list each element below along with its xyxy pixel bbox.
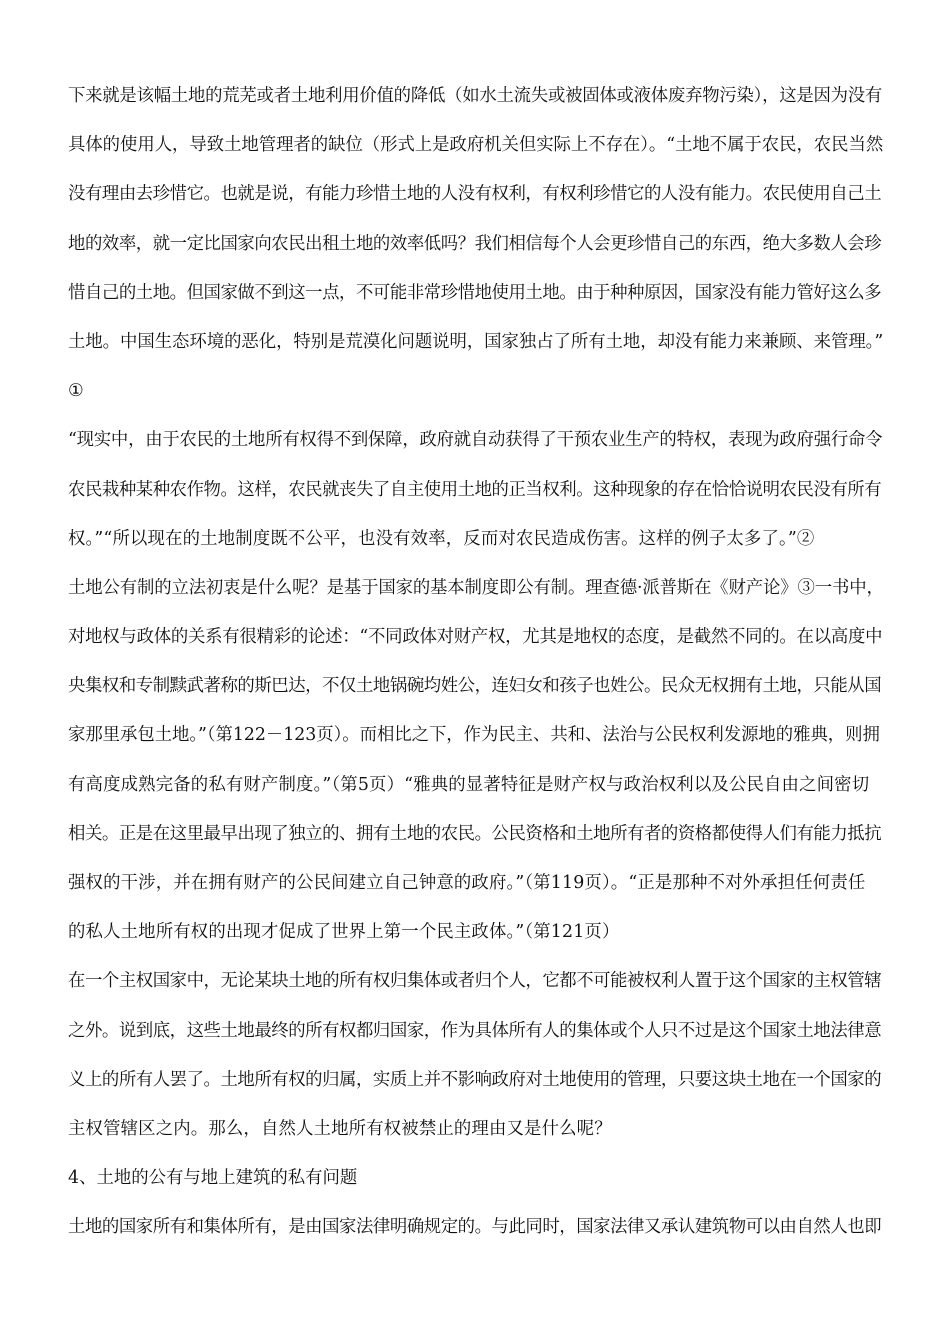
document-page	[68, 72, 884, 1253]
text-line: 相关。正是在这里最早出现了独立的、拥有土地的农民。公民资格和土地所有者的资格都使得人们有能力抵抗	[68, 823, 882, 844]
text-line: 有高度成熟完备的私有财产制度。”（第5页）“雅典的显著特征是财产权与政治权利以及公民自由之间密切	[68, 774, 870, 795]
text-line: 对地权与政体的关系有很精彩的论述：“不同政体对财产权，尤其是地权的态度，是截然不同的。在以高度中	[68, 627, 883, 648]
text-line: 家那里承包土地。”（第122－123页）。而相比之下，作为民主、共和、法治与公民权利发源地的雅典，则拥	[68, 725, 880, 746]
text-line: 土地公有制的立法初衷是什么呢？是基于国家的基本制度即公有制。理查德·派普斯在《财产论》③一书中，	[68, 577, 884, 598]
text-line: 土地的国家所有和集体所有，是由国家法律明确规定的。与此同时，国家法律又承认建筑物可以由自然人也即	[68, 1217, 882, 1238]
text-line: 土地。中国生态环境的恶化，特别是荒漠化问题说明，国家独占了所有土地，却没有能力来兼顾、来管理。”	[68, 331, 884, 352]
text-line: 具体的使用人，导致土地管理者的缺位（形式上是政府机关但实际上不存在）。“土地不属于农民，农民当然	[68, 135, 884, 156]
section-heading: 4、土地的公有与地上建筑的私有问题	[68, 1168, 358, 1189]
text-line: 权。”“所以现在的土地制度既不公平，也没有效率，反而对农民造成伤害。这样的例子太多了。”②	[68, 528, 815, 549]
text-line: 义上的所有人罢了。土地所有权的归属，实质上并不影响政府对土地使用的管理，只要这块土地在一个国家的	[68, 1069, 882, 1090]
text-line: 的私人土地所有权的出现才促成了世界上第一个民主政体。”（第121页）	[68, 922, 620, 943]
text-line: 农民栽种某种农作物。这样，农民就丧失了自主使用土地的正当权利。这种现象的存在恰恰说明农民没有所有	[68, 479, 882, 500]
footnote-marker: ①	[68, 381, 84, 402]
text-line: 惜自己的土地。但国家做不到这一点，不可能非常珍惜地使用土地。由于种种原因，国家没有能力管好这么多	[68, 282, 882, 303]
text-line: “现实中，由于农民的土地所有权得不到保障，政府就自动获得了干预农业生产的特权，表现为政府强行命令	[68, 430, 883, 451]
text-line: 之外。说到底，这些土地最终的所有权都归国家，作为具体所有人的集体或个人只不过是这个国家土地法律意	[68, 1020, 882, 1041]
text-line: 下来就是该幅土地的荒芜或者土地利用价值的降低（如水土流失或被固体或液体废弃物污染），这是因为没有	[68, 86, 883, 106]
text-line: 央集权和专制黩武著称的斯巴达，不仅土地锅碗均姓公，连妇女和孩子也姓公。民众无权拥有土地，只能从国	[68, 676, 882, 697]
text-line: 主权管辖区之内。那么，自然人土地所有权被禁止的理由又是什么呢？	[68, 1118, 612, 1139]
text-line: 地的效率，就一定比国家向农民出租土地的效率低吗？我们相信每个人会更珍惜自己的东西，绝大多数人会珍	[68, 233, 882, 254]
text-line: 在一个主权国家中，无论某块土地的所有权归集体或者归个人，它都不可能被权利人置于这个国家的主权管辖	[68, 971, 882, 992]
text-line: 没有理由去珍惜它。也就是说，有能力珍惜土地的人没有权利，有权利珍惜它的人没有能力。农民使用自己土	[68, 184, 882, 205]
text-line: 强权的干涉，并在拥有财产的公民间建立自己钟意的政府。”（第119页）。“正是那种不对外承担任何责任	[68, 873, 866, 893]
